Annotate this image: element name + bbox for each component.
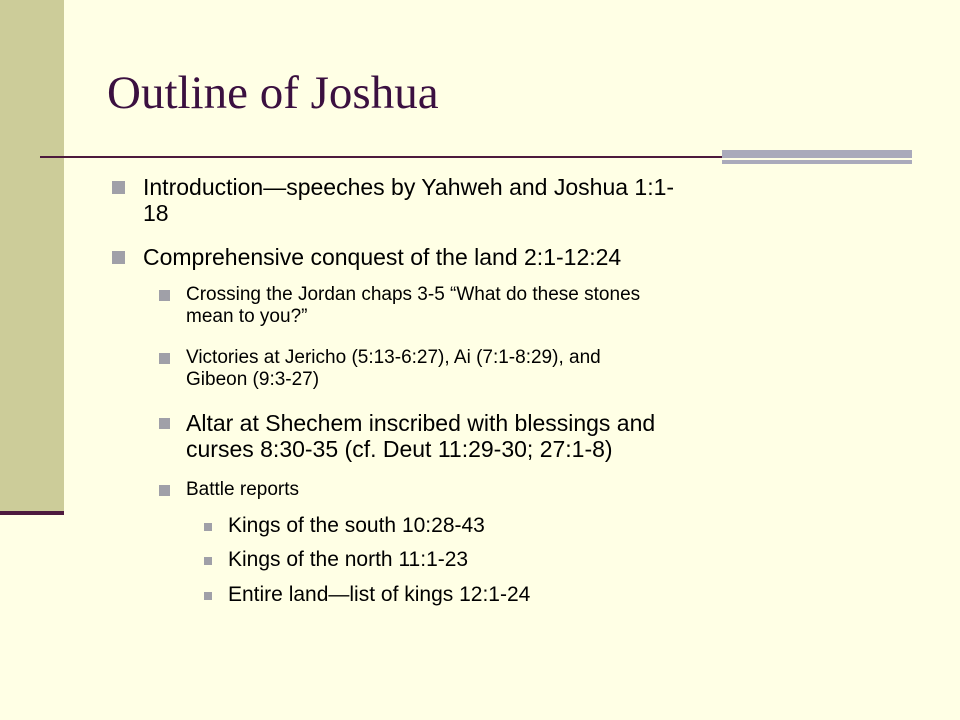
bullet-item	[186, 284, 640, 328]
bullet-text-line: curses 8:30-35 (cf. Deut 11:29-30; 27:1-8)	[186, 436, 613, 462]
bullet-text-line: Victories at Jericho (5:13-6:27), Ai (7:1-8:29), and	[186, 347, 601, 368]
bullet-item	[228, 583, 530, 607]
square-bullet-icon	[159, 290, 170, 301]
bullet-item	[143, 244, 621, 270]
bullet-item	[186, 347, 601, 391]
bullet-text-line: Comprehensive conquest of the land 2:1-12:24	[143, 244, 622, 270]
square-bullet-icon	[159, 418, 170, 429]
bullet-text-line: Introduction—speeches by Yahweh and Joshua 1:1-	[143, 174, 675, 200]
bullet-item	[186, 479, 299, 501]
bullet-text-line: Gibeon (9:3-27)	[186, 369, 320, 390]
square-bullet-icon	[159, 353, 170, 364]
square-bullet-icon	[204, 592, 212, 600]
bullet-text-line: Altar at Shechem inscribed with blessings and	[186, 410, 656, 436]
bullet-text-line: 18	[143, 200, 169, 226]
bullet-item	[143, 174, 674, 226]
bullet-text-line: Crossing the Jordan chaps 3-5 “What do these stones	[186, 284, 641, 305]
bullet-text-line: Kings of the south 10:28-43	[228, 514, 485, 537]
bullet-text-line: Battle reports	[186, 479, 299, 500]
square-bullet-icon	[112, 251, 125, 264]
square-bullet-icon	[204, 557, 212, 565]
bullet-text-line: Kings of the north 11:1-23	[228, 548, 469, 571]
square-bullet-icon	[204, 523, 212, 531]
square-bullet-icon	[112, 181, 125, 194]
bullet-text-line: Entire land—list of kings 12:1-24	[228, 583, 531, 606]
bullet-item	[228, 548, 468, 572]
bullet-item	[186, 410, 655, 462]
bullet-text-line: mean to you?”	[186, 306, 308, 327]
square-bullet-icon	[159, 485, 170, 496]
bullet-item	[228, 514, 485, 538]
slide-title: Outline of Joshua	[107, 67, 439, 119]
